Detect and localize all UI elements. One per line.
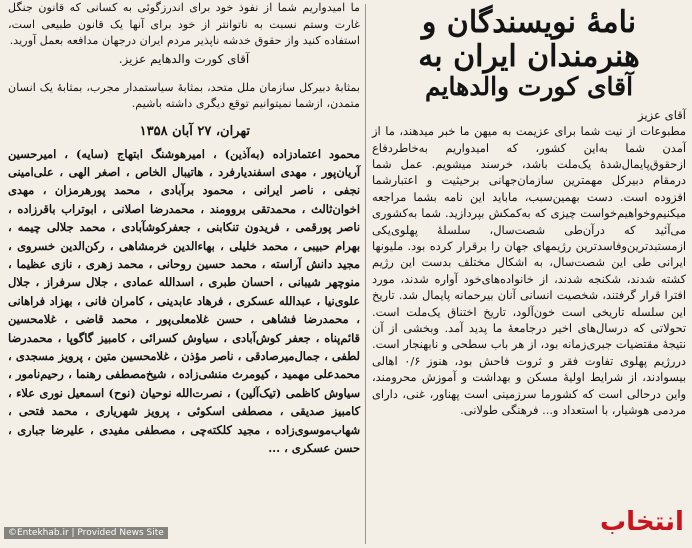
left-column: [8, 0, 360, 548]
entekhab-logo[interactable]: [598, 500, 686, 544]
letter-paragraph-top: ما امیدواریم شما از نفوذ خود برای اندرزگوئی به کسانی که قانون جنگل غارت وستم نسبت به ناتوانتر از خود برای آنها یک قانون طبیعی است، استفاده کنید واز حقوق خدشه ناپذیر مردم ایران درجهان مدافعه بعمل آورید.: [8, 1, 360, 47]
column-divider: [365, 4, 366, 544]
right-column: [372, 0, 686, 548]
letter-body: مطبوعات از نیت شما برای عزیمت به میهن ما خبر میدهند، ما از آمدن شما به‌این کشور، که امیدواریم به‌خاطردفاع ازحقوق‌پایمال‌شدهٔ یک‌ملت باشد، خرسند میشویم. عمل شما درمقام دبیرکل مهمترین سازمان‌جهانی برحیثیت و اعتبارشما افزوده است. دست بهمین‌سبب، ماباید این نامه بشما مراجعه میکنیم‌وخواهیم‌خواست چیزی که به‌کمکش بپردازید. شما به‌کشوری می‌آئید که درآن‌طی شصت‌سال، سلسلهٔ پهلوی‌یکی ازمستبدترین‌وفاسدترین رژیمهای جهان را برقرار کرده بود. ملیونها ایرانی طی این شصت‌سال، به اشکال مختلف بدست این رژیم کشته شدند، شکنجه شدند، از خانواده‌های‌خود آواره شدند، مورد افترا قرار گرفتند، شخصیت انسانی آنان بیرحمانه پایمال شد. تاریخ این سلسله تاریخی است خون‌آلود، تاریخ اختناق یک‌ملت است. تحولاتی که درسال‌های اخیر درجامعهٔ ما پدید آمد. وبخشی از آن نتیجهٔ مقتضیات جبری‌زمانه بود، از هر باب سطحی و نابهنجار است. دررژیم پهلوی تفاوت فقر و ثروت فاحش بود، هنوز ۰/۶ اهالی بیسوادند، از شرایط اولیهٔ مسکن و بهداشت و آموزش محرومند، واین درحالی است که کشورما سرزمینی است پهناور، غنی، دارای مردمی هوشیار، با استعداد و... فرهنگی طولانی.: [372, 124, 686, 418]
headline-line-1: نامهٔ نویسندگان و: [421, 5, 637, 40]
source-watermark: ©Entekhab.ir | Provided News Site: [4, 527, 168, 539]
letter-closing-line: آقای کورت والدهایم عزیز.: [118, 51, 250, 66]
dateline: تهران، ۲۷ آبان ۱۳۵۸: [139, 123, 250, 139]
headline-line-2: هنرمندان ایران به: [418, 38, 640, 74]
salutation: آقای عزیز: [638, 108, 686, 123]
signatories-list: محمود اعتمادزاده (به‌آذین) ، امیرهوشنگ ابتهاج (سایه) ، امیرحسین آریان‌پور ، مهدی اسفندیارفرد ، هاتیبال الخاص ، اصغر الهی ، علی‌امینی نجفی ، ناصر ایرانی ، محمود برآبادی ، محمد پورهرمزان ، مهدی اخوان‌ثالث ، محمدتقی بروومند ، محمدرضا اصلانی ، ابوتراب باقرزاده ، ناصر پورقمی ، فریدون تنکابنی ، جعفرکوشآبادی ، محمد جلالی چیمه ، بهرام حبیبی ، محمد خلیلی ، بهاءالدین خرمشاهی ، رکن‌الدین خسروی ، مجید دانش آراسته ، محمد حسین روحانی ، محمد زهری ، نازی عظیما ، منوچهر شیبانی ، احسان طبری ، اسدالله عمادی ، جلال سرفراز ، جلال علوی‌نیا ، عبدالله عسکری ، فرهاد عابدینی ، کامران فانی ، بهزاد فراهانی ، محمدرضا فشاهی ، حسن غلامعلی‌پور ، محمد قاضی ، غلامحسین قائم‌پناه ، جعفر کوش‌آبادی ، سیاوش کسرائی ، کامبیز گاگوپا ، محمدرضا لطفی ، جمال‌میرصادقی ، ناصر مؤذن ، غلامحسین متین ، پرویز مسجدی ، محمدعلی مهمید ، کیومرث منشی‌زاده ، شیخ‌مصطفی رهنما ، رحیم‌نامور ، سیاوش کاظمی (تیک‌آلین) ، نصرت‌الله نوحیان (نوح) اسمعیل نوری علاء ، کامبیز صدیقی ، مصطفی اسکوئی ، پرویز شهریاری ، محمد فتحی ، شهاب‌موسوی‌زاده ، مجید کلکته‌چی ، مصطفی مفیدی ، علیرضا جباری ، حسن عسکری ، ...: [8, 146, 360, 455]
headline-line-3: آقای کورت والدهایم: [424, 72, 634, 102]
letter-paragraph-second: بمثابهٔ دبیرکل سازمان ملل متحد، بمثابهٔ سیاستمدار مجرب، بمثابهٔ یک انسان متمدن، ازشما نمیتوانیم توقع دیگری داشته باشیم.: [8, 80, 360, 110]
logo-text: انتخاب: [600, 507, 684, 537]
